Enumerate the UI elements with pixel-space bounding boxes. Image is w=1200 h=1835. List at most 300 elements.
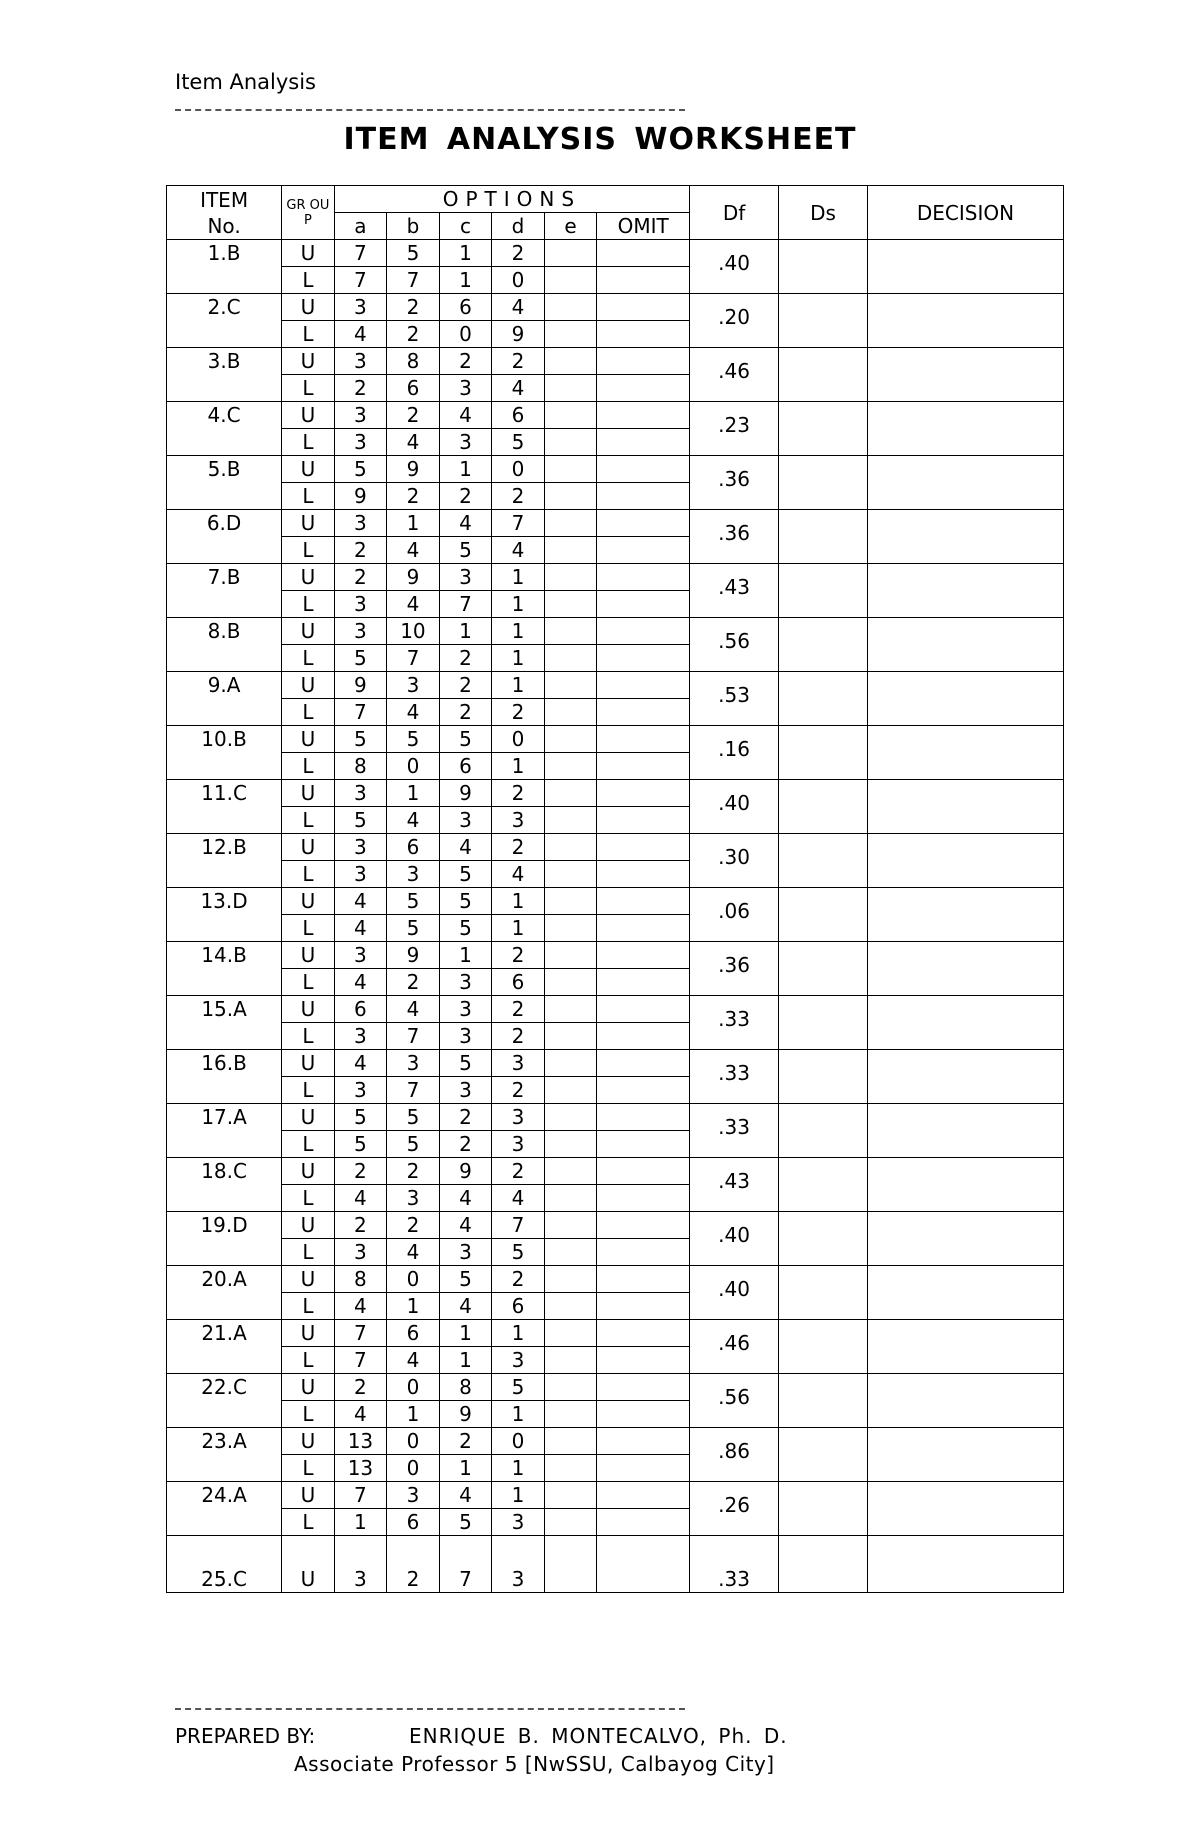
option-e-cell [544,942,597,969]
table-row [167,1374,1064,1401]
option-e-cell [544,699,597,726]
decision-cell [867,1050,1063,1104]
option-d-cell: 3 [492,1347,545,1374]
option-e-cell [544,564,597,591]
option-c-cell: 2 [439,672,492,699]
option-b-cell: 3 [387,1482,440,1509]
option-c-cell: 3 [439,969,492,996]
item-number-cell: 10.B [167,726,282,780]
item-number-cell: 25.C [167,1536,282,1593]
decision-cell [867,348,1063,402]
preparer-position: Associate Professor 5 [NwSSU, Calbayog City] [294,1752,775,1776]
option-d-cell: 1 [492,1455,545,1482]
option-b-cell: 2 [387,402,440,429]
omit-cell [597,1536,690,1593]
option-e-cell [544,618,597,645]
option-e-cell [544,1374,597,1401]
table-body [167,240,1064,1593]
option-c-cell: 3 [439,564,492,591]
omit-cell [597,1509,690,1536]
option-e-cell [544,321,597,348]
col-header-item-no: No. [207,213,241,238]
decision-cell [867,618,1063,672]
decision-cell [867,1482,1063,1536]
option-a-cell: 4 [334,1185,387,1212]
group-cell: U [282,1482,335,1509]
table-row [167,348,1064,375]
group-cell: L [282,375,335,402]
ds-cell [779,888,868,942]
option-d-cell: 1 [492,888,545,915]
item-number-cell: 5.B [167,456,282,510]
ds-cell [779,1482,868,1536]
option-c-cell: 1 [439,618,492,645]
option-c-cell: 4 [439,1482,492,1509]
option-b-cell: 0 [387,1428,440,1455]
col-header-decision: DECISION [867,186,1063,240]
table-row [167,942,1064,969]
option-e-cell [544,294,597,321]
option-b-cell: 2 [387,483,440,510]
group-cell: U [282,672,335,699]
option-a-cell: 3 [334,1239,387,1266]
omit-cell [597,861,690,888]
option-e-cell [544,429,597,456]
df-cell: .36 [690,510,779,564]
option-d-cell: 1 [492,1401,545,1428]
option-a-cell: 4 [334,888,387,915]
decision-cell [867,510,1063,564]
option-b-cell: 7 [387,645,440,672]
option-e-cell [544,996,597,1023]
option-a-cell: 5 [334,1104,387,1131]
table-row [167,564,1064,591]
ds-cell [779,1104,868,1158]
option-e-cell [544,1158,597,1185]
omit-cell [597,780,690,807]
option-a-cell: 2 [334,537,387,564]
decision-cell [867,1212,1063,1266]
option-b-cell: 4 [387,429,440,456]
option-d-cell: 4 [492,537,545,564]
table-row [167,672,1064,699]
ds-cell [779,240,868,294]
option-a-cell: 4 [334,969,387,996]
option-a-cell: 5 [334,456,387,483]
option-a-cell: 13 [334,1455,387,1482]
item-number-cell: 11.C [167,780,282,834]
option-d-cell: 3 [492,1509,545,1536]
option-d-cell: 1 [492,1320,545,1347]
option-d-cell: 7 [492,1212,545,1239]
option-c-cell: 4 [439,510,492,537]
option-e-cell [544,1104,597,1131]
option-e-cell [544,1293,597,1320]
col-header-group [282,186,335,240]
decision-cell [867,888,1063,942]
table-row [167,1104,1064,1131]
option-c-cell: 9 [439,780,492,807]
group-cell: U [282,1374,335,1401]
option-b-cell: 2 [387,1212,440,1239]
omit-cell [597,1050,690,1077]
option-a-cell: 2 [334,1212,387,1239]
option-b-cell: 2 [387,321,440,348]
df-cell: .40 [690,1212,779,1266]
df-cell: .30 [690,834,779,888]
table-row [167,402,1064,429]
option-a-cell: 7 [334,1482,387,1509]
col-header-omit: OMIT [597,213,690,240]
omit-cell [597,1077,690,1104]
option-a-cell: 3 [334,429,387,456]
option-c-cell: 2 [439,1104,492,1131]
option-e-cell [544,672,597,699]
ds-cell [779,942,868,996]
option-c-cell: 2 [439,1131,492,1158]
option-e-cell [544,1212,597,1239]
option-d-cell: 6 [492,1293,545,1320]
prepared-by-block [175,1722,788,1778]
decision-cell [867,1158,1063,1212]
option-e-cell [544,969,597,996]
item-number-cell: 18.C [167,1158,282,1212]
option-b-cell: 9 [387,942,440,969]
ds-cell [779,1158,868,1212]
option-a-cell: 2 [334,1158,387,1185]
option-a-cell: 8 [334,753,387,780]
option-e-cell [544,1023,597,1050]
option-b-cell: 7 [387,1077,440,1104]
group-cell: U [282,888,335,915]
group-cell: U [282,942,335,969]
option-c-cell: 2 [439,483,492,510]
option-e-cell [544,1131,597,1158]
option-c-cell: 1 [439,942,492,969]
option-b-cell: 2 [387,294,440,321]
group-cell: L [282,1455,335,1482]
option-b-cell: 9 [387,564,440,591]
group-cell: L [282,969,335,996]
omit-cell [597,375,690,402]
table-row [167,726,1064,753]
option-b-cell: 5 [387,1104,440,1131]
option-b-cell: 5 [387,915,440,942]
omit-cell [597,753,690,780]
worksheet-title: ITEM ANALYSIS WORKSHEET [343,122,857,157]
option-d-cell: 6 [492,402,545,429]
group-cell: L [282,1239,335,1266]
bottom-dashed-rule [175,1708,685,1710]
table-row [167,1536,1064,1593]
option-d-cell: 3 [492,807,545,834]
option-a-cell: 4 [334,1050,387,1077]
prepared-by-label: PREPARED BY: [175,1724,316,1748]
option-c-cell: 2 [439,645,492,672]
option-e-cell [544,1455,597,1482]
option-c-cell: 0 [439,321,492,348]
df-cell: .86 [690,1428,779,1482]
option-a-cell: 4 [334,1293,387,1320]
top-dashed-rule [175,109,685,111]
decision-cell [867,1428,1063,1482]
option-d-cell: 5 [492,429,545,456]
omit-cell [597,1158,690,1185]
group-cell: U [282,1536,335,1593]
ds-cell [779,564,868,618]
ds-cell [779,1266,868,1320]
option-e-cell [544,1239,597,1266]
option-e-cell [544,1077,597,1104]
table-row [167,1050,1064,1077]
omit-cell [597,1131,690,1158]
ds-cell [779,1374,868,1428]
group-cell: U [282,780,335,807]
option-c-cell: 1 [439,267,492,294]
option-e-cell [544,375,597,402]
df-cell: .23 [690,402,779,456]
option-a-cell: 4 [334,1401,387,1428]
df-cell: .33 [690,1536,779,1593]
option-a-cell: 8 [334,1266,387,1293]
item-number-cell: 3.B [167,348,282,402]
option-d-cell: 2 [492,348,545,375]
col-header-a: a [334,213,387,240]
option-a-cell: 2 [334,375,387,402]
option-e-cell [544,267,597,294]
omit-cell [597,510,690,537]
option-a-cell: 2 [334,564,387,591]
option-d-cell: 0 [492,267,545,294]
df-cell: .16 [690,726,779,780]
item-number-cell: 13.D [167,888,282,942]
group-cell: U [282,294,335,321]
col-header-options: OPTIONS [334,186,690,213]
omit-cell [597,402,690,429]
decision-cell [867,726,1063,780]
option-e-cell [544,1347,597,1374]
option-d-cell: 4 [492,1185,545,1212]
df-cell: .56 [690,1374,779,1428]
option-d-cell: 2 [492,996,545,1023]
df-cell: .53 [690,672,779,726]
df-cell: .20 [690,294,779,348]
ds-cell [779,1212,868,1266]
option-a-cell: 5 [334,1131,387,1158]
option-d-cell: 2 [492,1158,545,1185]
option-d-cell: 3 [492,1104,545,1131]
option-d-cell: 1 [492,1482,545,1509]
group-cell: L [282,483,335,510]
item-number-cell: 2.C [167,294,282,348]
ds-cell [779,1428,868,1482]
option-b-cell: 4 [387,807,440,834]
omit-cell [597,915,690,942]
omit-cell [597,1266,690,1293]
item-number-cell: 14.B [167,942,282,996]
group-cell: U [282,1212,335,1239]
decision-cell [867,834,1063,888]
option-a-cell: 2 [334,1374,387,1401]
df-cell: .33 [690,996,779,1050]
group-cell: U [282,618,335,645]
option-b-cell: 10 [387,618,440,645]
omit-cell [597,726,690,753]
df-cell: .40 [690,780,779,834]
option-c-cell: 3 [439,996,492,1023]
omit-cell [597,1212,690,1239]
option-b-cell: 5 [387,726,440,753]
option-d-cell: 1 [492,591,545,618]
table-row [167,1428,1064,1455]
group-cell: L [282,1293,335,1320]
option-d-cell: 0 [492,726,545,753]
option-b-cell: 4 [387,1239,440,1266]
item-number-cell: 19.D [167,1212,282,1266]
option-c-cell: 2 [439,348,492,375]
option-c-cell: 1 [439,1320,492,1347]
omit-cell [597,699,690,726]
group-cell: L [282,915,335,942]
option-d-cell: 2 [492,240,545,267]
option-e-cell [544,1266,597,1293]
option-a-cell: 9 [334,483,387,510]
option-a-cell: 3 [334,1536,387,1593]
option-b-cell: 5 [387,888,440,915]
decision-cell [867,456,1063,510]
option-c-cell: 4 [439,1212,492,1239]
table-row [167,618,1064,645]
omit-cell [597,267,690,294]
ds-cell [779,1050,868,1104]
item-number-cell: 22.C [167,1374,282,1428]
decision-cell [867,996,1063,1050]
omit-cell [597,483,690,510]
table-row [167,240,1064,267]
option-c-cell: 8 [439,1374,492,1401]
group-cell: L [282,267,335,294]
decision-cell [867,240,1063,294]
option-a-cell: 3 [334,1023,387,1050]
ds-cell [779,618,868,672]
omit-cell [597,1347,690,1374]
decision-cell [867,1104,1063,1158]
item-number-cell: 17.A [167,1104,282,1158]
option-a-cell: 3 [334,861,387,888]
omit-cell [597,348,690,375]
option-b-cell: 5 [387,1131,440,1158]
decision-cell [867,1320,1063,1374]
table-row [167,888,1064,915]
option-a-cell: 3 [334,834,387,861]
option-b-cell: 2 [387,1158,440,1185]
option-b-cell: 3 [387,861,440,888]
option-d-cell: 1 [492,618,545,645]
group-cell: L [282,1347,335,1374]
omit-cell [597,1374,690,1401]
option-e-cell [544,645,597,672]
option-a-cell: 3 [334,780,387,807]
option-a-cell: 3 [334,942,387,969]
ds-cell [779,726,868,780]
option-a-cell: 7 [334,1347,387,1374]
option-d-cell: 2 [492,699,545,726]
group-cell: U [282,1158,335,1185]
option-e-cell [544,834,597,861]
group-cell: L [282,537,335,564]
option-e-cell [544,456,597,483]
df-cell: .46 [690,1320,779,1374]
group-cell: U [282,1266,335,1293]
option-e-cell [544,861,597,888]
option-b-cell: 4 [387,537,440,564]
option-e-cell [544,240,597,267]
option-c-cell: 4 [439,1185,492,1212]
option-b-cell: 4 [387,591,440,618]
col-header-b: b [387,213,440,240]
table-row [167,510,1064,537]
option-a-cell: 7 [334,267,387,294]
table-row [167,996,1064,1023]
decision-cell [867,402,1063,456]
option-e-cell [544,1320,597,1347]
item-number-cell: 15.A [167,996,282,1050]
group-cell: U [282,1104,335,1131]
option-b-cell: 0 [387,753,440,780]
df-cell: .36 [690,456,779,510]
omit-cell [597,942,690,969]
option-b-cell: 0 [387,1266,440,1293]
option-d-cell: 2 [492,1023,545,1050]
option-a-cell: 3 [334,402,387,429]
option-b-cell: 2 [387,1536,440,1593]
option-c-cell: 5 [439,861,492,888]
table-row [167,1482,1064,1509]
option-d-cell: 1 [492,753,545,780]
item-number-cell: 1.B [167,240,282,294]
decision-cell [867,294,1063,348]
omit-cell [597,294,690,321]
item-number-cell: 24.A [167,1482,282,1536]
group-cell: L [282,699,335,726]
table-row [167,834,1064,861]
omit-cell [597,672,690,699]
option-c-cell: 3 [439,1239,492,1266]
option-b-cell: 1 [387,510,440,537]
option-d-cell: 2 [492,483,545,510]
option-a-cell: 7 [334,240,387,267]
group-cell: L [282,1077,335,1104]
option-a-cell: 6 [334,996,387,1023]
option-d-cell: 4 [492,375,545,402]
option-b-cell: 9 [387,456,440,483]
table-row [167,456,1064,483]
option-e-cell [544,807,597,834]
option-d-cell: 6 [492,969,545,996]
col-header-group-label: GR OU P [286,197,330,228]
table-row [167,294,1064,321]
option-a-cell: 5 [334,807,387,834]
option-b-cell: 4 [387,1347,440,1374]
omit-cell [597,321,690,348]
group-cell: U [282,834,335,861]
col-header-c: c [439,213,492,240]
option-b-cell: 3 [387,1185,440,1212]
group-cell: U [282,402,335,429]
group-cell: U [282,510,335,537]
ds-cell [779,402,868,456]
option-e-cell [544,1401,597,1428]
